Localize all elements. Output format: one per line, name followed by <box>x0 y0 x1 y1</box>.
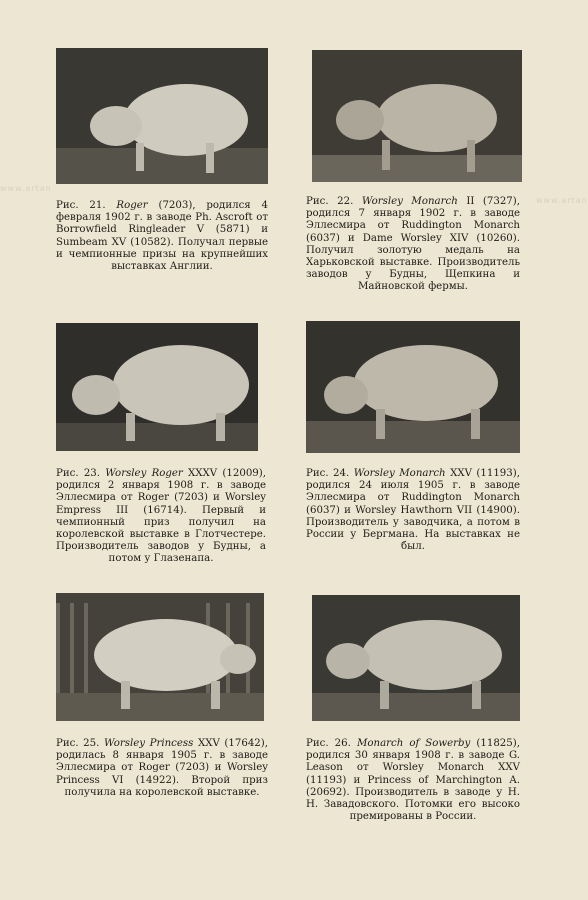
figure-label: Рис. 23. <box>56 468 101 479</box>
animal-name: Worsley Monarch <box>361 196 458 207</box>
figure-text: XXXV (12009), родился 2 января 1908 г. в заводе Эллесмира от Roger (7203) и Worsley Empress III (16714). Первый и чемпионный приз получил на королевской выставке в Глотчестере. Производитель заводов у Будны, а потом у Глазенапа. <box>56 468 266 565</box>
figure-text: (11825), родился 30 января 1908 г. в заводе G. Leason от Worsley Monarch XXV (11193) и Princess of Marchington A. (20692). Производитель в заводе у Н. Н. Завадовского. Потомки его высоко премированы в России. <box>306 738 520 823</box>
watermark-left: www.artan <box>0 184 52 193</box>
watermark-right: www.artan <box>536 196 588 205</box>
animal-name: Worsley Monarch <box>353 468 446 479</box>
figure-text: XXV (11193), родился 24 июля 1905 г. в заводе Эллесмира от Ruddington Monarch (6037) и Worsley Hawthorn VII (14900). Производитель у заводчика, а потом в России у Бергмана. На выставках не был. <box>306 468 520 553</box>
figure-label: Рис. 25. <box>56 738 100 749</box>
figure-text: II (7327), родился 7 января 1902 г. в заводе Эллесмира от Ruddington Monarch (6037) и Dame Worsley XIV (10260). Получил золотую медаль на Харьковской выставке. Производитель заводов у Будны, Щепкина и Майновской фермы. <box>306 196 520 293</box>
pig-photo-24 <box>306 321 520 453</box>
caption-24 <box>306 468 520 553</box>
pig-photo-22 <box>312 50 522 182</box>
animal-name: Roger <box>116 200 148 211</box>
pig-photo-23 <box>56 323 258 451</box>
caption-26 <box>306 738 520 823</box>
pig-photo-26 <box>312 595 520 721</box>
animal-name: Monarch of Sowerby <box>356 738 471 749</box>
caption-23 <box>56 468 266 566</box>
figure-label: Рис. 21. <box>56 200 106 211</box>
figure-label: Рис. 24. <box>306 468 350 479</box>
caption-21 <box>56 200 268 273</box>
figure-label: Рис. 26. <box>306 738 351 749</box>
pig-photo-21 <box>56 48 268 184</box>
figure-text: (7203), родился 4 февраля 1902 г. в заводе Ph. Ascroft от Borrowfield Ringleader V (5871) и Sumbeam XV (10582). Получал первые и чемпионные призы на крупнейших выставках Англии. <box>56 200 268 273</box>
caption-25 <box>56 738 268 799</box>
animal-name: Worsley Princess <box>103 738 194 749</box>
caption-22 <box>306 196 520 294</box>
figure-text: XXV (17642), родилась 8 января 1905 г. в заводе Эллесмира от Roger (7203) и Worsley Princess VI (14922). Второй приз получила на королевской выставке. <box>56 738 268 798</box>
figure-label: Рис. 22. <box>306 196 354 207</box>
pig-photo-25 <box>56 593 264 721</box>
animal-name: Worsley Roger <box>105 468 183 479</box>
